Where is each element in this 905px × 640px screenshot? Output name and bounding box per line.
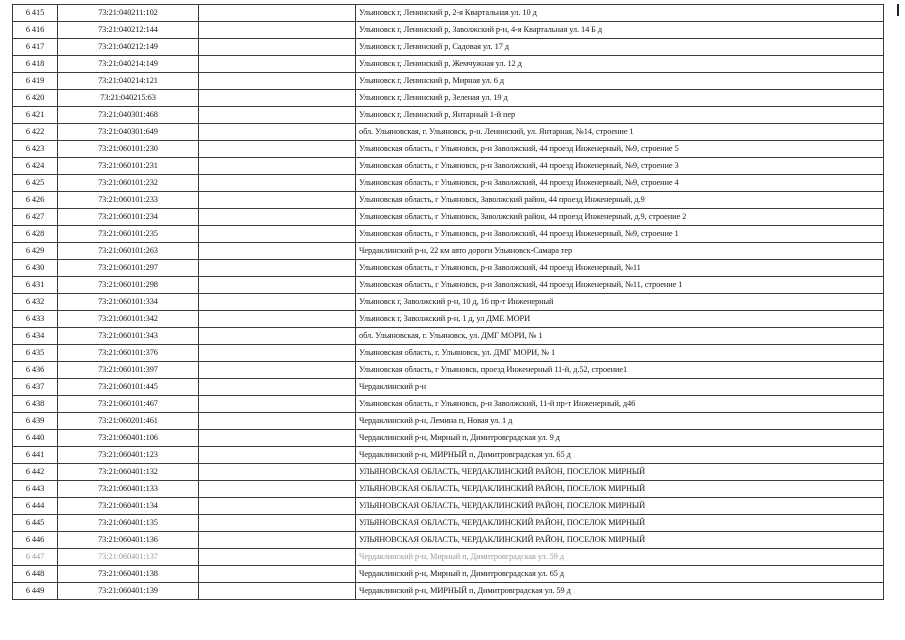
table-row [13, 124, 884, 141]
cadastral-number-cell: 73:21:060101:343 [58, 328, 199, 345]
cadastral-number-cell: 73:21:040214:121 [58, 73, 199, 90]
address-cell: УЛЬЯНОВСКАЯ ОБЛАСТЬ, ЧЕРДАКЛИНСКИЙ РАЙОН, ПОСЕЛОК МИРНЫЙ [356, 515, 884, 532]
cadastral-number-cell: 73:21:060101:233 [58, 192, 199, 209]
table-row [13, 5, 884, 22]
address-cell: Ульяновская область, г. Ульяновск, ул. ДМГ МОРИ, № 1 [356, 345, 884, 362]
row-number-cell: 6 446 [13, 532, 58, 549]
blank-cell [199, 328, 356, 345]
address-cell: Ульяновская область, г Ульяновск, р-н Заволжский, 11-й пр-т Инженерный, д46 [356, 396, 884, 413]
row-number-cell: 6 424 [13, 158, 58, 175]
blank-cell [199, 192, 356, 209]
blank-cell [199, 90, 356, 107]
blank-cell [199, 515, 356, 532]
cadastral-number-cell: 73:21:060201:461 [58, 413, 199, 430]
address-cell: Ульяновск г, Ленинский р, Зеленая ул. 19 д [356, 90, 884, 107]
blank-cell [199, 175, 356, 192]
address-cell: Ульяновская область, г Ульяновск, р-н Заволжский, 44 проезд Инженерный, №9, строение 4 [356, 175, 884, 192]
row-number-cell: 6 430 [13, 260, 58, 277]
row-number-cell: 6 441 [13, 447, 58, 464]
blank-cell [199, 73, 356, 90]
cadastral-number-cell: 73:21:060101:334 [58, 294, 199, 311]
row-number-cell: 6 431 [13, 277, 58, 294]
cadastral-number-cell: 73:21:060401:106 [58, 430, 199, 447]
address-cell: Ульяновск г, Ленинский р, Жемчужная ул. 12 д [356, 56, 884, 73]
cadastral-number-cell: 73:21:060101:397 [58, 362, 199, 379]
row-number-cell: 6 422 [13, 124, 58, 141]
address-cell: Ульяновск г, Ленинский р, Мирная ул. 6 д [356, 73, 884, 90]
blank-cell [199, 583, 356, 600]
blank-cell [199, 311, 356, 328]
cadastral-number-cell: 73:21:060401:134 [58, 498, 199, 515]
cadastral-number-cell: 73:21:060101:235 [58, 226, 199, 243]
row-number-cell: 6 429 [13, 243, 58, 260]
row-number-cell: 6 432 [13, 294, 58, 311]
table-row [13, 396, 884, 413]
table-row [13, 311, 884, 328]
row-number-cell: 6 415 [13, 5, 58, 22]
blank-cell [199, 362, 356, 379]
address-cell: Ульяновская область, г Ульяновск, проезд Инженерный 11-й, д.52, строение1 [356, 362, 884, 379]
address-cell: Ульяновск г, Ленинский р, Садовая ул. 17 д [356, 39, 884, 56]
cadastral-number-cell: 73:21:060401:133 [58, 481, 199, 498]
table-row [13, 56, 884, 73]
address-cell: Ульяновск г, Заволжский р-н, 1 д, ул ДМЕ МОРИ [356, 311, 884, 328]
blank-cell [199, 549, 356, 566]
address-cell: Ульяновск г, Ленинский р, 2-я Квартальная ул. 10 д [356, 5, 884, 22]
cadastral-number-cell: 73:21:060401:136 [58, 532, 199, 549]
table-row [13, 39, 884, 56]
blank-cell [199, 532, 356, 549]
address-cell: Ульяновская область, г Ульяновск, р-н Заволжский, 44 проезд Инженерный, №9, строение 3 [356, 158, 884, 175]
row-number-cell: 6 425 [13, 175, 58, 192]
address-cell: Чердаклинский р-н, Мирный п, Димитровградская ул. 59 д [356, 549, 884, 566]
table-row [13, 22, 884, 39]
table-row [13, 379, 884, 396]
blank-cell [199, 498, 356, 515]
row-number-cell: 6 419 [13, 73, 58, 90]
cadastral-number-cell: 73:21:060101:298 [58, 277, 199, 294]
address-cell: Ульяновская область, г Ульяновск, Заволжский район, 44 проезд Инженерный, д.9 [356, 192, 884, 209]
table-row [13, 73, 884, 90]
row-number-cell: 6 438 [13, 396, 58, 413]
table-row [13, 328, 884, 345]
blank-cell [199, 141, 356, 158]
address-cell: Чердаклинский р-н, 22 км авто дороги Ульяновск-Самара тер [356, 243, 884, 260]
cadastral-number-cell: 73:21:060401:137 [58, 549, 199, 566]
table-row [13, 549, 884, 566]
table-row [13, 107, 884, 124]
blank-cell [199, 294, 356, 311]
blank-cell [199, 379, 356, 396]
row-number-cell: 6 421 [13, 107, 58, 124]
address-cell: Ульяновская область, г Ульяновск, Заволжский район, 44 проезд Инженерный, д.9, строение 2 [356, 209, 884, 226]
blank-cell [199, 464, 356, 481]
blank-cell [199, 107, 356, 124]
cadastral-number-cell: 73:21:060101:263 [58, 243, 199, 260]
cadastral-number-cell: 73:21:040214:149 [58, 56, 199, 73]
row-number-cell: 6 447 [13, 549, 58, 566]
cadastral-number-cell: 73:21:060401:132 [58, 464, 199, 481]
cadastral-number-cell: 73:21:060101:297 [58, 260, 199, 277]
cadastral-number-cell: 73:21:040301:468 [58, 107, 199, 124]
address-cell: Ульяновская область, г Ульяновск, р-н Заволжский, 44 проезд Инженерный, №9, строение 5 [356, 141, 884, 158]
row-number-cell: 6 435 [13, 345, 58, 362]
table-row [13, 243, 884, 260]
blank-cell [199, 566, 356, 583]
table-row [13, 277, 884, 294]
cadastral-number-cell: 73:21:060101:234 [58, 209, 199, 226]
cadastral-number-cell: 73:21:060101:445 [58, 379, 199, 396]
table-row [13, 226, 884, 243]
table-row [13, 158, 884, 175]
blank-cell [199, 56, 356, 73]
row-number-cell: 6 426 [13, 192, 58, 209]
cadastral-number-cell: 73:21:060401:138 [58, 566, 199, 583]
cadastral-number-cell: 73:21:060101:376 [58, 345, 199, 362]
table-row [13, 532, 884, 549]
address-cell: Ульяновская область, г Ульяновск, р-н Заволжский, 44 проезд Инженерный, №11 [356, 260, 884, 277]
blank-cell [199, 260, 356, 277]
table-row [13, 345, 884, 362]
address-cell: УЛЬЯНОВСКАЯ ОБЛАСТЬ, ЧЕРДАКЛИНСКИЙ РАЙОН, ПОСЕЛОК МИРНЫЙ [356, 481, 884, 498]
address-cell: обл. Ульяновская, г. Ульяновск, ул. ДМГ МОРИ, № 1 [356, 328, 884, 345]
blank-cell [199, 277, 356, 294]
address-cell: Ульяновск г, Ленинский р, Янтарный 1-й пер [356, 107, 884, 124]
table-row [13, 260, 884, 277]
row-number-cell: 6 448 [13, 566, 58, 583]
cadastral-number-cell: 73:21:060401:139 [58, 583, 199, 600]
cadastral-number-cell: 73:21:060101:467 [58, 396, 199, 413]
table-row [13, 566, 884, 583]
address-cell: Чердаклинский р-н, Лемина п, Новая ул. 1 д [356, 413, 884, 430]
address-cell: Чердаклинский р-н, МИРНЫЙ п, Димитровградская ул. 59 д [356, 583, 884, 600]
address-cell: Ульяновск г, Заволжский р-н, 10 д, 16 пр-т Инженерный [356, 294, 884, 311]
blank-cell [199, 413, 356, 430]
table-row [13, 209, 884, 226]
address-cell: Ульяновская область, г Ульяновск, р-н Заволжский, 44 проезд Инженерный, №9, строение 1 [356, 226, 884, 243]
blank-cell [199, 158, 356, 175]
row-number-cell: 6 427 [13, 209, 58, 226]
table-row [13, 141, 884, 158]
table-row [13, 362, 884, 379]
cadastral-number-cell: 73:21:060101:230 [58, 141, 199, 158]
cadastral-number-cell: 73:21:060101:232 [58, 175, 199, 192]
table-row [13, 294, 884, 311]
cadastral-number-cell: 73:21:040301:649 [58, 124, 199, 141]
row-number-cell: 6 443 [13, 481, 58, 498]
address-cell: Ульяновск г, Ленинский р, Заволжский р-н, 4-я Квартальная ул. 14 Б д [356, 22, 884, 39]
table-row [13, 498, 884, 515]
cadastral-number-cell: 73:21:060401:123 [58, 447, 199, 464]
table-row [13, 515, 884, 532]
table-row [13, 175, 884, 192]
row-number-cell: 6 449 [13, 583, 58, 600]
blank-cell [199, 481, 356, 498]
row-number-cell: 6 444 [13, 498, 58, 515]
row-number-cell: 6 439 [13, 413, 58, 430]
cadastral-number-cell: 73:21:060101:231 [58, 158, 199, 175]
blank-cell [199, 124, 356, 141]
address-cell: Чердаклинский р-н, Мирный п, Димитровградская ул. 65 д [356, 566, 884, 583]
cadastral-number-cell: 73:21:060101:342 [58, 311, 199, 328]
cadastral-number-cell: 73:21:040212:149 [58, 39, 199, 56]
address-cell: Чердаклинский р-н, Мирный п, Димитровградская ул. 9 д [356, 430, 884, 447]
row-number-cell: 6 442 [13, 464, 58, 481]
address-cell: Чердаклинский р-н [356, 379, 884, 396]
row-number-cell: 6 434 [13, 328, 58, 345]
blank-cell [199, 22, 356, 39]
table-row [13, 90, 884, 107]
blank-cell [199, 345, 356, 362]
row-number-cell: 6 436 [13, 362, 58, 379]
table-row [13, 192, 884, 209]
address-cell: УЛЬЯНОВСКАЯ ОБЛАСТЬ, ЧЕРДАКЛИНСКИЙ РАЙОН, ПОСЕЛОК МИРНЫЙ [356, 498, 884, 515]
table-row [13, 447, 884, 464]
cadastral-number-cell: 73:21:040212:144 [58, 22, 199, 39]
registry-table [12, 4, 884, 600]
address-cell: Ульяновская область, г Ульяновск, р-н Заволжский, 44 проезд Инженерный, №11, строение 1 [356, 277, 884, 294]
registry-table-body [13, 5, 884, 600]
row-number-cell: 6 417 [13, 39, 58, 56]
row-number-cell: 6 428 [13, 226, 58, 243]
address-cell: Чердаклинский р-н, МИРНЫЙ п, Димитровградская ул. 65 д [356, 447, 884, 464]
address-cell: обл. Ульяновская, г. Ульяновск, р-н. Ленинский, ул. Янтарная, №14, строение 1 [356, 124, 884, 141]
row-number-cell: 6 423 [13, 141, 58, 158]
blank-cell [199, 5, 356, 22]
blank-cell [199, 39, 356, 56]
table-row [13, 464, 884, 481]
blank-cell [199, 447, 356, 464]
cadastral-number-cell: 73:21:060401:135 [58, 515, 199, 532]
table-row [13, 481, 884, 498]
row-number-cell: 6 418 [13, 56, 58, 73]
cadastral-number-cell: 73:21:040211:102 [58, 5, 199, 22]
address-cell: УЛЬЯНОВСКАЯ ОБЛАСТЬ, ЧЕРДАКЛИНСКИЙ РАЙОН, ПОСЕЛОК МИРНЫЙ [356, 532, 884, 549]
row-number-cell: 6 416 [13, 22, 58, 39]
blank-cell [199, 243, 356, 260]
cadastral-number-cell: 73:21:040215:63 [58, 90, 199, 107]
row-number-cell: 6 433 [13, 311, 58, 328]
page-edge-mark [897, 4, 899, 16]
row-number-cell: 6 437 [13, 379, 58, 396]
blank-cell [199, 430, 356, 447]
row-number-cell: 6 445 [13, 515, 58, 532]
document-sheet [12, 4, 896, 600]
blank-cell [199, 209, 356, 226]
table-row [13, 430, 884, 447]
table-row [13, 583, 884, 600]
address-cell: УЛЬЯНОВСКАЯ ОБЛАСТЬ, ЧЕРДАКЛИНСКИЙ РАЙОН, ПОСЕЛОК МИРНЫЙ [356, 464, 884, 481]
row-number-cell: 6 440 [13, 430, 58, 447]
blank-cell [199, 226, 356, 243]
blank-cell [199, 396, 356, 413]
table-row [13, 413, 884, 430]
row-number-cell: 6 420 [13, 90, 58, 107]
